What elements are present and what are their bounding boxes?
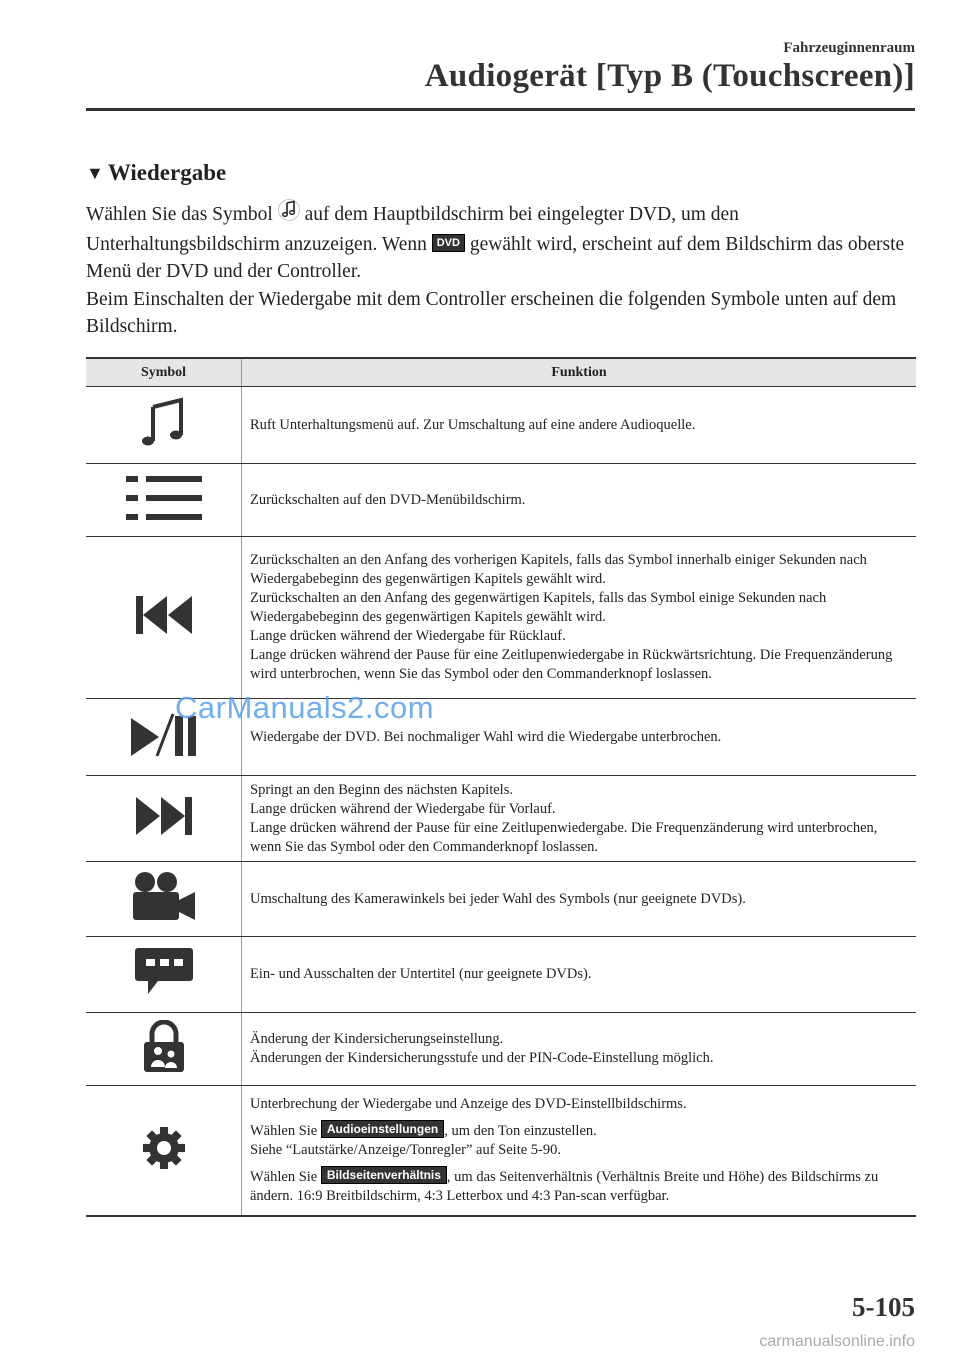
section-title: Wiedergabe (107, 160, 227, 185)
function-text: Ein- und Ausschalten der Untertitel (nur geeignete DVDs). (250, 966, 592, 982)
table-header-row (86, 358, 916, 387)
table-row (86, 1086, 916, 1216)
function-text: Wiedergabe der DVD. Bei nochmaliger Wahl wird die Wiedergabe unterbrochen. (250, 728, 722, 745)
function-cell (242, 937, 917, 1013)
function-text: Zurückschalten an den Anfang des vorherigen Kapitels, falls das Symbol innerhalb einiger Sekunden nach Wiedergabebeginn des gegenwärtigen Kapitels gewählt wird. (250, 552, 867, 587)
function-text: Siehe “Lautstärke/Anzeige/Tonregler” auf Seite 5-90. (250, 1141, 562, 1158)
function-text: Änderung der Kindersicherungseinstellung. (250, 1031, 504, 1047)
intro-text-a: Wählen Sie das Symbol (86, 204, 273, 225)
table-row (86, 537, 916, 699)
play-pause-icon (129, 747, 199, 764)
header-rule (86, 108, 915, 111)
function-table (86, 357, 916, 1217)
section-marker-icon: ▼ (86, 162, 104, 183)
function-text-part: , um den Ton einzustellen. (444, 1122, 597, 1139)
section-heading (86, 160, 226, 186)
intro-text-b: auf dem Hauptbildschirm bei eingelegter DVD, um den Unterhaltungsbildschirm anzuzeigen. Wenn (86, 204, 739, 255)
function-text: Änderungen der Kindersicherungsstufe und der PIN-Code-Einstellung möglich. (250, 1050, 714, 1066)
function-cell (242, 464, 917, 537)
symbol-cell (86, 776, 242, 862)
function-text: Umschaltung des Kamerawinkels bei jeder Wahl des Symbols (nur geeignete DVDs). (250, 890, 746, 907)
menu-list-icon (124, 509, 204, 526)
table-row (86, 1013, 916, 1086)
audio-settings-button-image: Audioeinstellungen (321, 1120, 444, 1138)
symbol-cell (86, 937, 242, 1013)
function-cell (242, 776, 917, 862)
dvd-button-image: DVD (432, 234, 465, 252)
col-header-symbol: Symbol (86, 358, 242, 387)
intro-text (86, 198, 906, 341)
function-text: Ruft Unterhaltungsmenü auf. Zur Umschaltung auf eine andere Audioquelle. (250, 416, 696, 433)
table-row (86, 464, 916, 537)
music-note-icon (141, 436, 187, 453)
function-text (250, 1166, 908, 1206)
function-text: Lange drücken während der Wiedergabe für Vorlauf. (250, 800, 556, 817)
function-cell (242, 1086, 917, 1216)
page-title: Audiogerät [Typ B (Touchscreen)] (424, 58, 915, 94)
symbol-cell (86, 537, 242, 699)
intro-paragraph-1 (86, 198, 906, 286)
function-text: Lange drücken während der Pause für eine Zeitlupenwiedergabe in Rückwärtsrichtung. Die Frequenzänderung wird unterbrochen, wenn Sie das Symbol oder den Commanderknopf loslassen. (250, 647, 893, 682)
function-cell (242, 537, 917, 699)
symbol-cell (86, 387, 242, 464)
symbol-cell (86, 862, 242, 937)
table-row (86, 387, 916, 464)
function-text: Springt an den Beginn des nächsten Kapitels. (250, 781, 513, 798)
function-text: Lange drücken während der Pause für eine Zeitlupenwiedergabe. Die Frequenzänderung wird unterbrochen, wenn Sie das Symbol oder den Commanderknopf loslassen. (250, 819, 878, 855)
choose-prefix: Wählen Sie (250, 1122, 318, 1139)
parental-lock-icon (139, 1061, 189, 1078)
col-header-function: Funktion (242, 358, 917, 387)
subtitle-icon (134, 985, 194, 1002)
music-note-icon (278, 198, 300, 231)
choose-prefix: Wählen Sie (250, 1168, 318, 1185)
function-cell (242, 387, 917, 464)
previous-track-icon (134, 623, 194, 640)
video-camera-icon (131, 911, 197, 928)
function-cell (242, 862, 917, 937)
table-row (86, 862, 916, 937)
symbol-cell (86, 464, 242, 537)
intro-paragraph-2: Beim Einschalten der Wiedergabe mit dem Controller erscheinen die folgenden Symbole unten auf dem Bildschirm. (86, 288, 897, 337)
table-row (86, 937, 916, 1013)
function-text: Zurückschalten an den Anfang des gegenwärtigen Kapitels, falls das Symbol einige Sekunden nach Wiedergabebeginn des gegenwärtigen Kapitels gewählt wird. (250, 590, 827, 625)
page-number: 5-105 (852, 1292, 915, 1322)
chapter-label: Fahrzeuginnenraum (783, 40, 915, 56)
intro-text-c: gewählt wird, erscheint auf dem Bildschirm das oberste Menü der DVD und der Controller. (86, 233, 905, 282)
table-row (86, 776, 916, 862)
aspect-ratio-button-image: Bildseitenverhältnis (321, 1166, 447, 1184)
function-text: Lange drücken während der Wiedergabe für Rücklauf. (250, 628, 566, 644)
gear-icon (141, 1158, 187, 1175)
function-text: Zurückschalten auf den DVD-Menübildschirm. (250, 491, 526, 508)
next-track-icon (134, 824, 194, 841)
function-cell (242, 1013, 917, 1086)
function-text: Unterbrechung der Wiedergabe und Anzeige des DVD-Einstellbildschirms. (250, 1095, 687, 1112)
symbol-cell (86, 1086, 242, 1216)
footer-watermark: carmanualsonline.info (759, 1333, 915, 1350)
symbol-cell (86, 1013, 242, 1086)
function-text-part: , um das Seitenverhältnis (Verhältnis Breite und Höhe) des Bildschirms zu ändern. 16:9 Breitbildschirm, 4:3 Letterbox und 4:3 Pan-scan verfügbar. (250, 1168, 879, 1204)
function-text (250, 1120, 908, 1141)
watermark: CarManuals2.com (175, 690, 435, 725)
